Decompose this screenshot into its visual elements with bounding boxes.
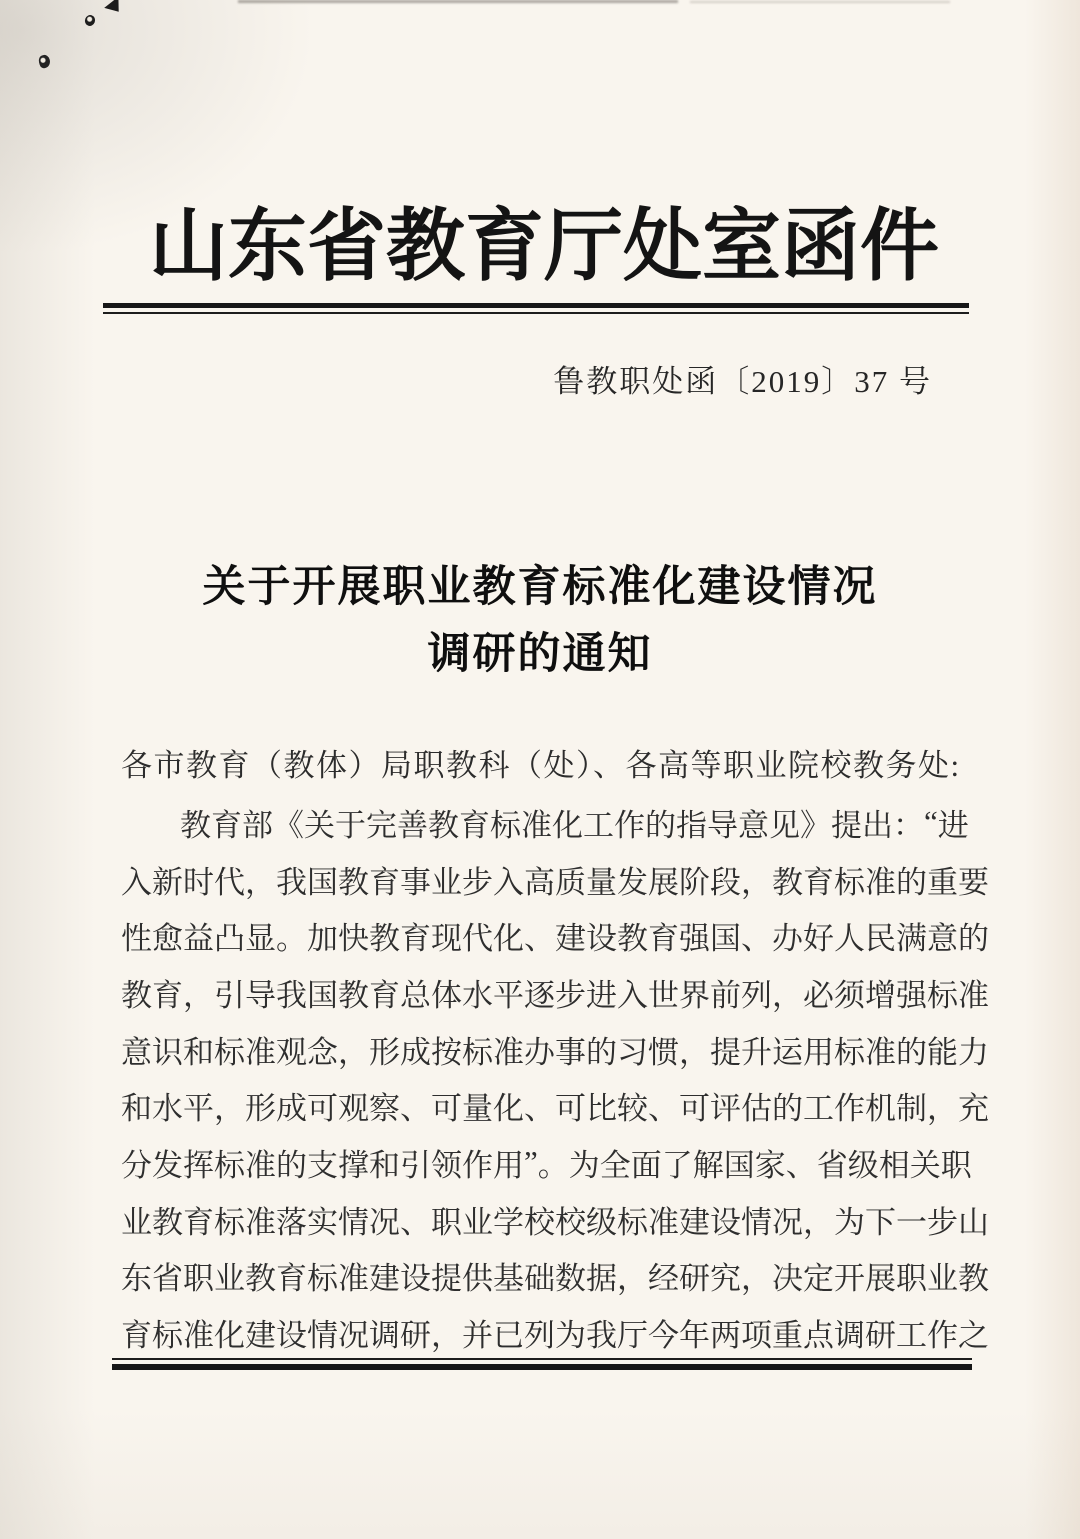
body-line: 教 育 ， 引 导 我 国 教 育 总 体 水 平 逐 步 进 入 世 界 前 列 ， 必 须 增 强 标 准	[121, 977, 989, 1013]
scan-edge-smear	[238, 0, 678, 3]
document-title-line2: 调研的通知	[427, 631, 653, 678]
ink-speck	[83, 14, 96, 28]
body-line: 意 识 和 标 准 观 念 ， 形 成 按 标 准 办 事 的 习 惯 ， 提 升 运 用 标 准 的 能 力	[121, 1034, 989, 1070]
footer-rule	[112, 1358, 972, 1370]
document-title	[0, 554, 1080, 688]
ink-speck	[104, 0, 126, 17]
document-title-line1: 关于开展职业教育标准化建设情况	[202, 564, 878, 611]
document-number: 鲁教职处函〔2019〕37 号	[553, 364, 932, 399]
body-line: 业 教 育 标 准 落 实 情 况 、 职 业 学 校 校 级 标 准 建 设 情 况 ， 为 下 一 步 山	[121, 1204, 989, 1240]
body-line: 育 标 准 化 建 设 情 况 调 研 ， 并 已 列 为 我 厅 今 年 两 项 重 点 调 研 工 作 之	[121, 1318, 989, 1354]
masthead-rule	[103, 303, 969, 314]
body-line: 和 水 平 ， 形 成 可 观 察 、 可 量 化 、 可 比 较 、 可 评 估 的 工 作 机 制 ， 充	[121, 1091, 989, 1127]
rule-thick-line	[112, 1364, 972, 1370]
body-paragraph	[121, 794, 989, 1361]
salutation-line: 各市教育（教体）局职教科（处）、各高等职业院校教务处:	[121, 748, 961, 783]
ink-speck	[38, 54, 52, 69]
body-line: 教 育 部 《 关 于 完 善 教 育 标 准 化 工 作 的 指 导 意 见 》 提 出 ： “ 进	[180, 804, 969, 843]
body-line: 入 新 时 代 ， 我 国 教 育 事 业 步 入 高 质 量 发 展 阶 段 ， 教 育 标 准 的 重 要	[121, 864, 989, 900]
body-line: 性 愈 益 凸 显 。 加 快 教 育 现 代 化 、 建 设 教 育 强 国 、 办 好 人 民 满 意 的	[121, 921, 989, 957]
rule-thin-line	[112, 1358, 972, 1360]
rule-thin-line	[103, 312, 969, 314]
body-line: 东 省 职 业 教 育 标 准 建 设 提 供 基 础 数 据 ， 经 研 究 ， 决 定 开 展 职 业 教	[121, 1261, 989, 1297]
masthead-title: 山 东 省 教 育 厅 处 室 函 件	[149, 204, 939, 291]
body-line: 分 发 挥 标 准 的 支 撑 和 引 领 作 用 ” 。 为 全 面 了 解 国 家 、 省 级 相 关 职	[121, 1144, 972, 1183]
rule-thick-line	[103, 303, 969, 308]
scan-edge-smear	[690, 1, 950, 3]
